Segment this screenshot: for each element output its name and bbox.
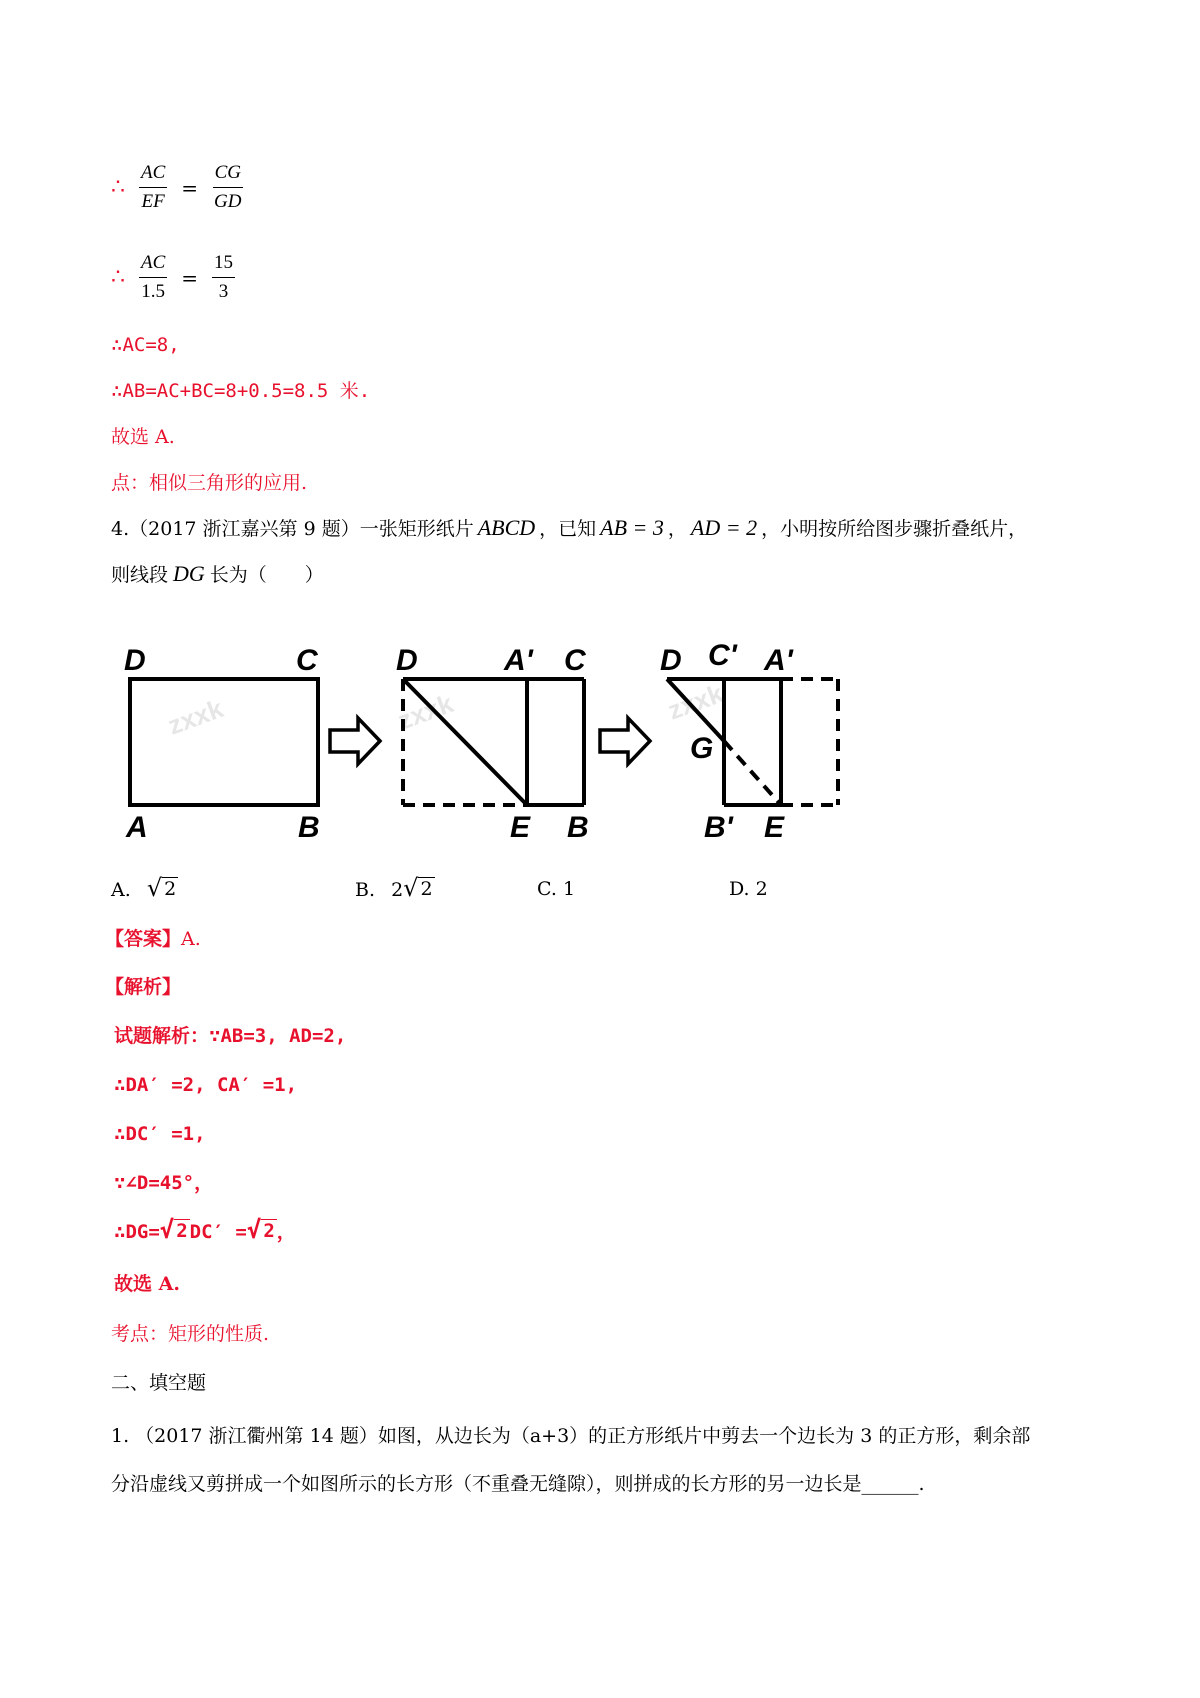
radicand: 2: [263, 1220, 275, 1242]
sqrt-expression: √ 2: [403, 874, 433, 902]
label-c: C: [564, 644, 586, 677]
answer-value: A.: [181, 928, 201, 950]
option-d: D. 2: [729, 878, 768, 900]
question-pre: 则线段: [111, 564, 169, 586]
answer-label: 【答案】: [105, 928, 182, 950]
segment-dg: DG: [173, 561, 205, 586]
svg-text:zxxk: zxxk: [393, 688, 458, 736]
label-b-prime: B': [704, 811, 733, 844]
option-b: [355, 876, 435, 901]
coefficient: 2: [391, 879, 404, 901]
sqrt-expression: √ 2: [246, 1216, 275, 1244]
fill-question-1-line-2: 分沿虚线又剪拼成一个如图所示的长方形（不重叠无缝隙），则拼成的长方形的另一边长是______.: [111, 1473, 925, 1495]
question-number: 4.: [111, 518, 130, 540]
equals-sign: =: [181, 265, 199, 290]
figure-3-second-fold: [660, 639, 838, 844]
option-c: C. 1: [537, 878, 576, 900]
radicand: 2: [164, 878, 177, 900]
solution-choice: 故选 A.: [111, 426, 175, 448]
ad-value: AD = 2: [690, 515, 758, 540]
radicand: 2: [176, 1220, 188, 1242]
label-g: G: [690, 732, 714, 765]
fraction-ac-1-5: [139, 252, 167, 303]
rect-name: ABCD: [477, 515, 536, 540]
answer-line: [105, 927, 201, 951]
therefore-symbol: ∴: [111, 265, 125, 290]
equation-ratio-1: [111, 162, 244, 213]
label-b: B: [298, 811, 320, 844]
sqrt-expression: √ 2: [146, 874, 177, 902]
svg-text:zxxk: zxxk: [663, 678, 728, 726]
kaodian-line: 考点：矩形的性质.: [111, 1323, 270, 1345]
label-c: C: [296, 644, 318, 677]
option-a: [111, 876, 178, 901]
fraction-15-3: [212, 252, 235, 303]
question-4-line-2: [111, 562, 324, 587]
analysis-line-5: [114, 1218, 296, 1244]
fraction-ac-ef: [139, 162, 167, 213]
label-b: B: [567, 811, 589, 844]
option-label: B.: [355, 879, 376, 901]
ab-value: AB = 3: [600, 515, 664, 540]
figure-1-rectangle: [124, 644, 320, 844]
numerator: CG: [213, 162, 243, 188]
analysis-line-4: ∵∠D=45°，: [114, 1172, 214, 1194]
fill-question-1-line-1: 1. （2017 浙江衢州第 14 题）如图，从边长为（a+3）的正方形纸片中剪去一个边长为 3 的正方形，剩余部: [111, 1425, 1031, 1447]
label-e: E: [510, 811, 531, 844]
folding-figure: [112, 630, 892, 865]
label-a-prime: A': [504, 644, 533, 677]
dc-prime-equals: DC′ =: [189, 1221, 247, 1243]
arrow-right-icon: [330, 718, 380, 764]
analysis-line-3: ∴DC′ =1,: [114, 1123, 206, 1145]
sqrt-expression: √ 2: [159, 1216, 188, 1244]
section-title: 二、填空题: [111, 1372, 207, 1394]
label-a-prime: A': [764, 644, 793, 677]
question-post: 长为（ ）: [209, 564, 324, 586]
denominator: EF: [141, 191, 165, 212]
label-e: E: [764, 811, 785, 844]
label-d: D: [660, 644, 682, 677]
solution-line-ab: ∴AB=AC+BC=8+0.5=8.5 米.: [111, 380, 371, 402]
question-source: （2017 浙江嘉兴第 9 题）一张矩形纸片: [129, 518, 474, 540]
denominator: 3: [218, 281, 229, 302]
equals-sign: =: [181, 175, 199, 200]
question-tail: ，小明按所给图步骤折叠纸片，: [761, 518, 1028, 540]
dg-equals: ∴DG=: [114, 1221, 160, 1243]
denominator: GD: [214, 191, 242, 212]
analysis-label: 【解析】: [105, 976, 182, 998]
label-d: D: [396, 644, 418, 677]
solution-line-ac: ∴AC=8,: [111, 334, 180, 356]
svg-text:zxxk: zxxk: [163, 693, 228, 741]
solution-point: 点：相似三角形的应用.: [111, 472, 308, 494]
label-c-prime: C': [708, 639, 737, 672]
equation-ratio-2: [111, 252, 235, 303]
label-a: A: [126, 811, 148, 844]
analysis-line-1: 试题解析：∵AB=3, AD=2,: [114, 1025, 347, 1047]
question-4-line-1: [111, 516, 1027, 541]
comma: ，: [276, 1221, 296, 1243]
analysis-choice: 故选 A.: [114, 1273, 180, 1295]
comma: ，: [667, 518, 687, 540]
radicand: 2: [420, 878, 433, 900]
known-text: ，已知: [539, 518, 597, 540]
arrow-right-icon: [600, 718, 650, 764]
label-d: D: [124, 644, 146, 677]
option-label: A.: [111, 879, 131, 901]
figure-2-first-fold: [393, 644, 589, 844]
numerator: AC: [139, 162, 167, 188]
numerator: 15: [212, 252, 235, 278]
therefore-symbol: ∴: [111, 175, 125, 200]
analysis-line-2: ∴DA′ =2, CA′ =1,: [114, 1074, 298, 1096]
fraction-cg-gd: [212, 162, 243, 213]
denominator: 1.5: [141, 281, 166, 302]
numerator: AC: [139, 252, 167, 278]
